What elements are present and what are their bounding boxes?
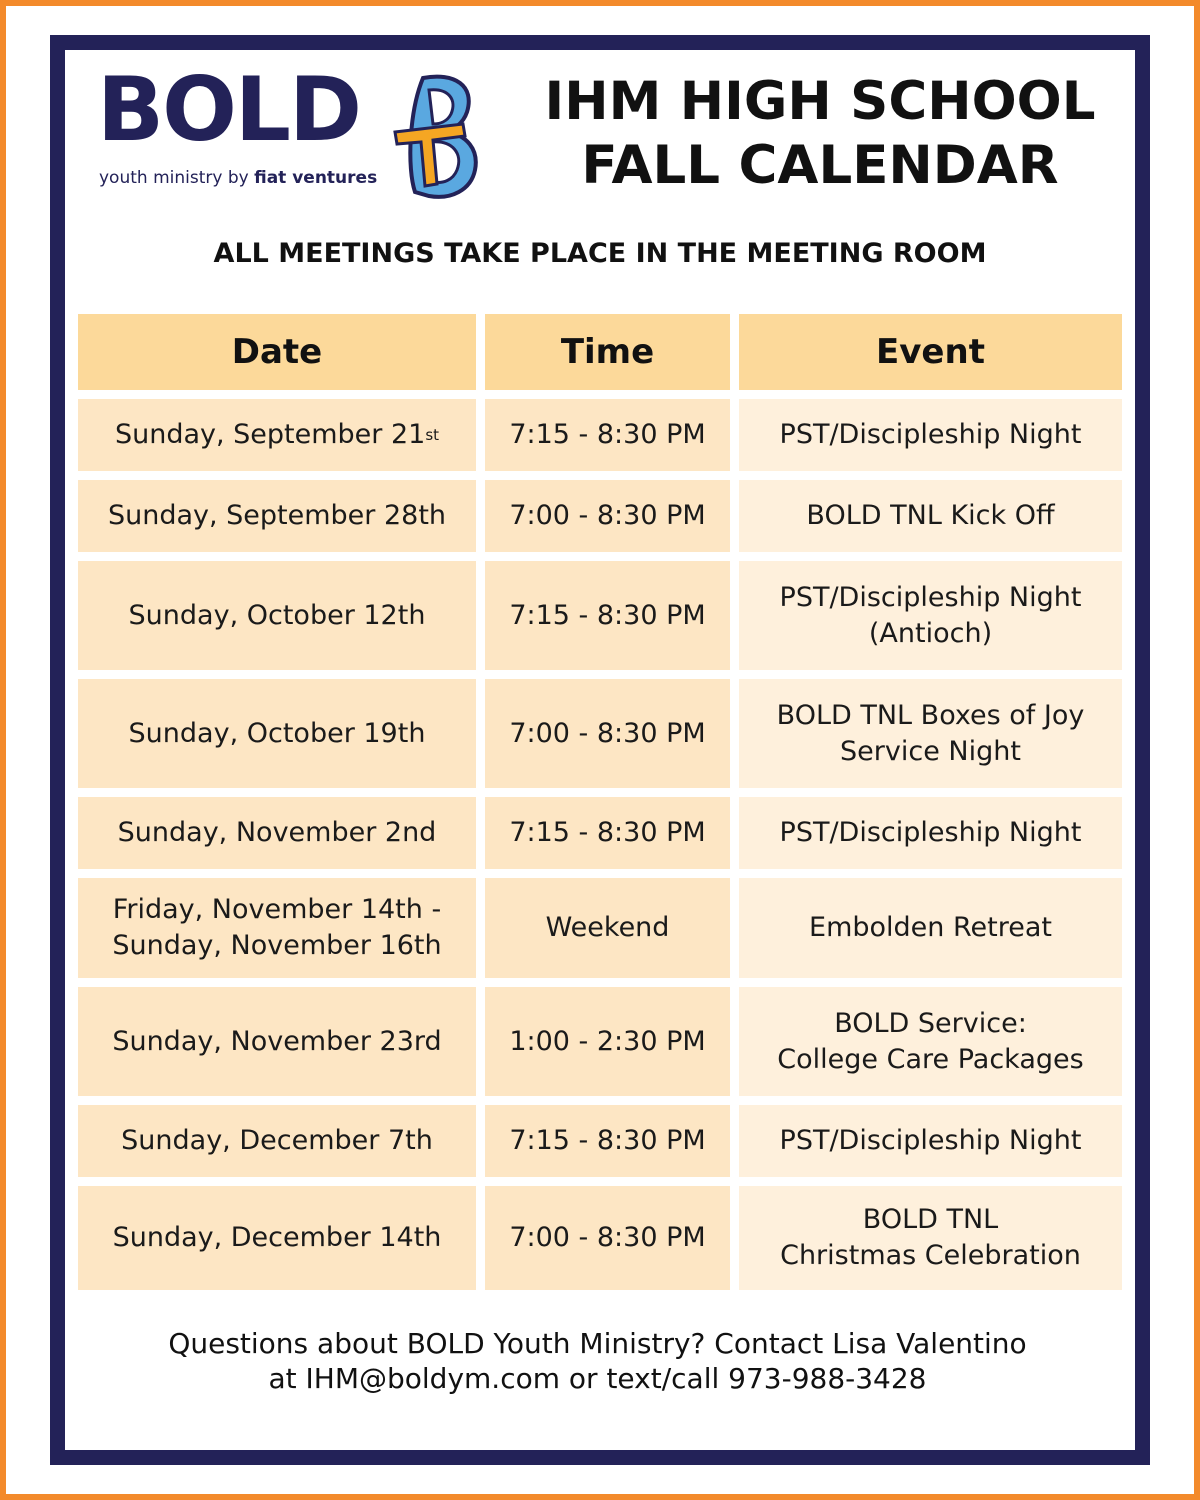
time-text: 7:15 - 8:30 PM [509,1125,706,1156]
time-text: 1:00 - 2:30 PM [509,1025,706,1057]
title-line-1: IHM HIGH SCHOOL [544,71,1096,132]
footer-line-1: Questions about BOLD Youth Ministry? Contact Lisa Valentino [168,1327,1027,1360]
event-text: BOLD TNL Kick Off [806,500,1055,531]
event-text: PST/Discipleship Night [779,419,1082,450]
event-cell [739,878,1122,978]
table-row [78,679,1122,788]
time-cell [485,987,730,1096]
event-text: PST/Discipleship Night [779,817,1082,848]
event-cell [739,1105,1122,1177]
time-text: 7:15 - 8:30 PM [509,419,706,450]
event-cell [739,399,1122,471]
date-cell: Sunday, September 21 st [78,399,476,471]
event-cell [739,1186,1122,1290]
time-cell [485,679,730,788]
event-cell [739,480,1122,552]
date-text: Friday, November 14th - Sunday, November 16th [112,894,442,961]
header-time: Time [485,314,730,390]
date-cell [78,561,476,670]
time-cell [485,561,730,670]
date-cell [78,1105,476,1177]
date-cell [78,679,476,788]
table-row [78,797,1122,869]
date-cell [78,987,476,1096]
time-text: 7:00 - 8:30 PM [509,500,706,531]
footer-line-2: at IHM@boldym.com or text/call 973-988-3428 [268,1362,927,1395]
event-text: PST/Discipleship Night (Antioch) [779,581,1082,649]
time-cell [485,1186,730,1290]
event-text: Embolden Retreat [809,912,1052,943]
time-cell [485,878,730,978]
table-row [78,987,1122,1096]
event-cell [739,679,1122,788]
time-text: 7:15 - 8:30 PM [509,817,706,848]
contact-footer [0,1326,1195,1396]
event-text: PST/Discipleship Night [779,1125,1082,1156]
date-text: Sunday, October 19th [128,717,426,749]
bold-logo [95,58,485,200]
time-cell [485,399,730,471]
logo-tagline-prefix: youth ministry by [99,168,255,188]
time-text: 7:15 - 8:30 PM [509,599,706,631]
bold-b-cross-icon [393,72,481,200]
logo-tagline-brand: fiat ventures [254,168,378,188]
table-header-row [78,314,1122,390]
header-date: Date [78,314,476,390]
date-text: Sunday, December 14th [112,1222,442,1253]
date-text: Sunday, November 2nd [117,817,437,848]
time-text: 7:00 - 8:30 PM [509,1222,706,1253]
logo-wordmark: BOLD [97,58,361,161]
date-text: Sunday, December 7th [121,1125,433,1156]
date-text: Sunday, October 12th [128,599,426,631]
date-cell [78,797,476,869]
time-cell [485,797,730,869]
table-row [78,878,1122,978]
table-row [78,399,1122,471]
page-title [520,70,1120,198]
table-row [78,480,1122,552]
date-cell [78,480,476,552]
event-text: BOLD Service: College Care Packages [777,1007,1084,1075]
table-row [78,1105,1122,1177]
meeting-location-note: ALL MEETINGS TAKE PLACE IN THE MEETING ROOM [213,238,987,269]
table-row [78,1186,1122,1290]
date-cell [78,878,476,978]
time-text: Weekend [545,912,670,943]
header-event: Event [739,314,1122,390]
table-row [78,561,1122,670]
title-line-2: FALL CALENDAR [581,135,1059,196]
date-text: Sunday, September 21 [114,419,426,450]
event-cell [739,561,1122,670]
date-cell [78,1186,476,1290]
event-cell [739,797,1122,869]
event-text: BOLD TNL Boxes of Joy Service Night [776,699,1085,767]
event-text: BOLD TNL Christmas Celebration [780,1204,1081,1271]
date-text: Sunday, November 23rd [112,1025,442,1057]
logo-tagline [99,168,377,188]
time-cell [485,480,730,552]
date-text: Sunday, September 28th [107,500,447,531]
time-text: 7:00 - 8:30 PM [509,717,706,749]
time-cell [485,1105,730,1177]
event-cell [739,987,1122,1096]
schedule-table [78,314,1122,1299]
